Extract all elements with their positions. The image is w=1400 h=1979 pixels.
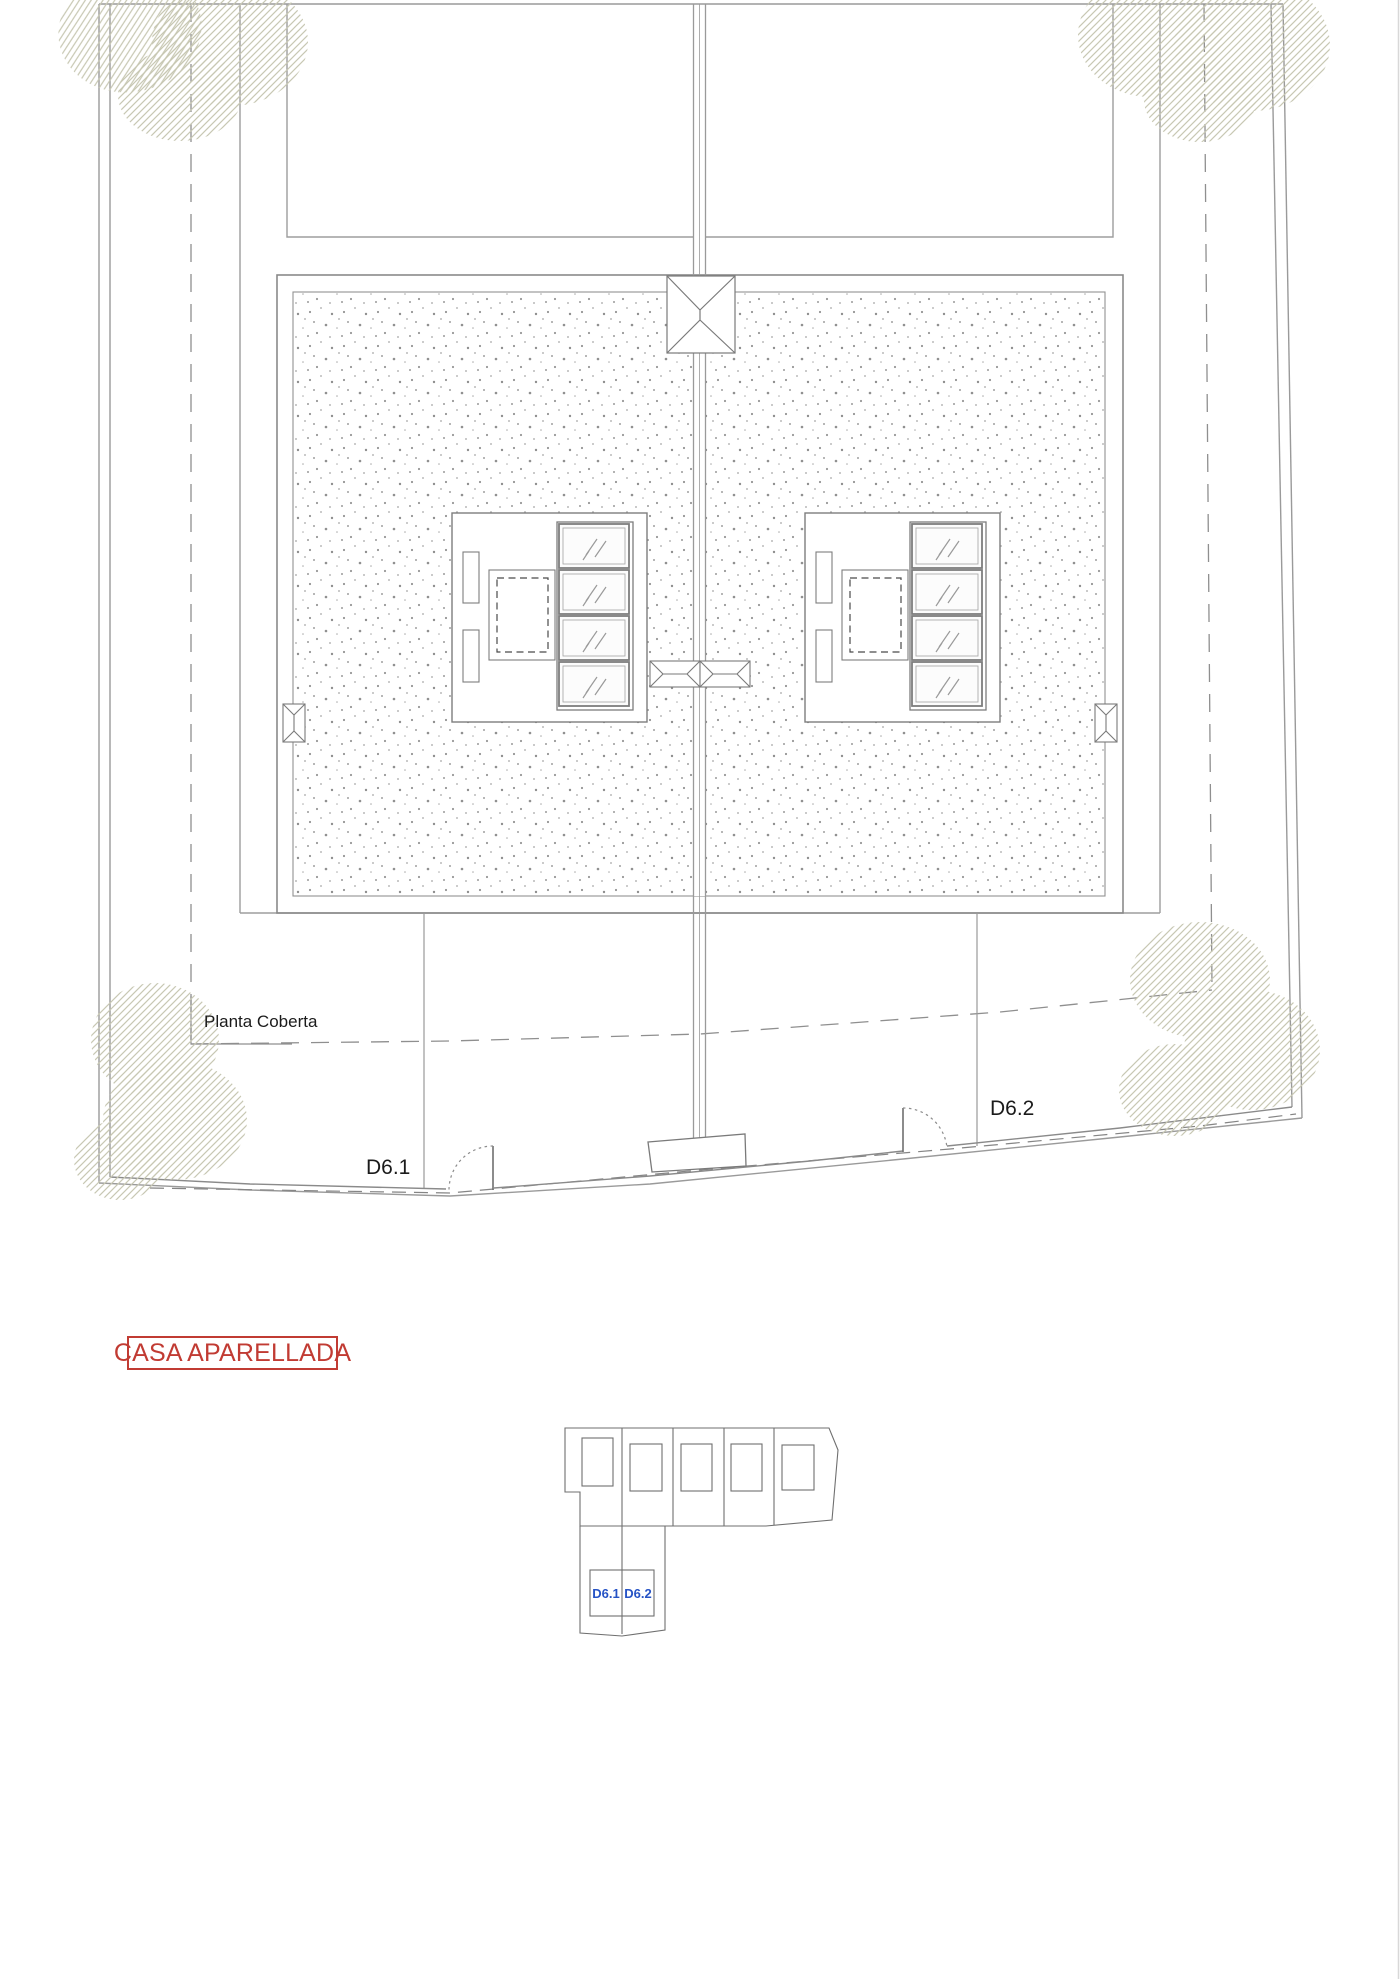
key-plan-unit-labels	[590, 1570, 654, 1616]
tree-canopy-bottom-right	[1119, 922, 1320, 1136]
gate-left	[449, 1146, 493, 1190]
roof-vent-left	[283, 704, 305, 742]
skylight-cluster-right	[805, 513, 1000, 722]
roof-chimney	[667, 276, 735, 353]
tree-canopy-top-left	[47, 0, 308, 141]
party-wall-ridge-connector	[650, 661, 750, 687]
gate-right	[903, 1108, 947, 1152]
drawing-title-box	[113, 1336, 352, 1370]
key-plan-label-d62: D6.2	[624, 1585, 652, 1601]
unit-label-d61: D6.1	[366, 1156, 411, 1179]
tree-canopy-top-right	[1078, 0, 1330, 142]
entrance-enclosure	[648, 1134, 746, 1172]
skylight-cluster-left	[452, 513, 647, 722]
unit-label-d62: D6.2	[990, 1097, 1035, 1120]
drawing-title: CASA APARELLADA	[113, 1338, 352, 1367]
key-plan-label-d61: D6.1	[592, 1585, 620, 1601]
floor-plan-label: Planta Coberta	[204, 1012, 318, 1031]
party-wall-band	[694, 292, 706, 896]
roof-vent-right	[1095, 704, 1117, 742]
